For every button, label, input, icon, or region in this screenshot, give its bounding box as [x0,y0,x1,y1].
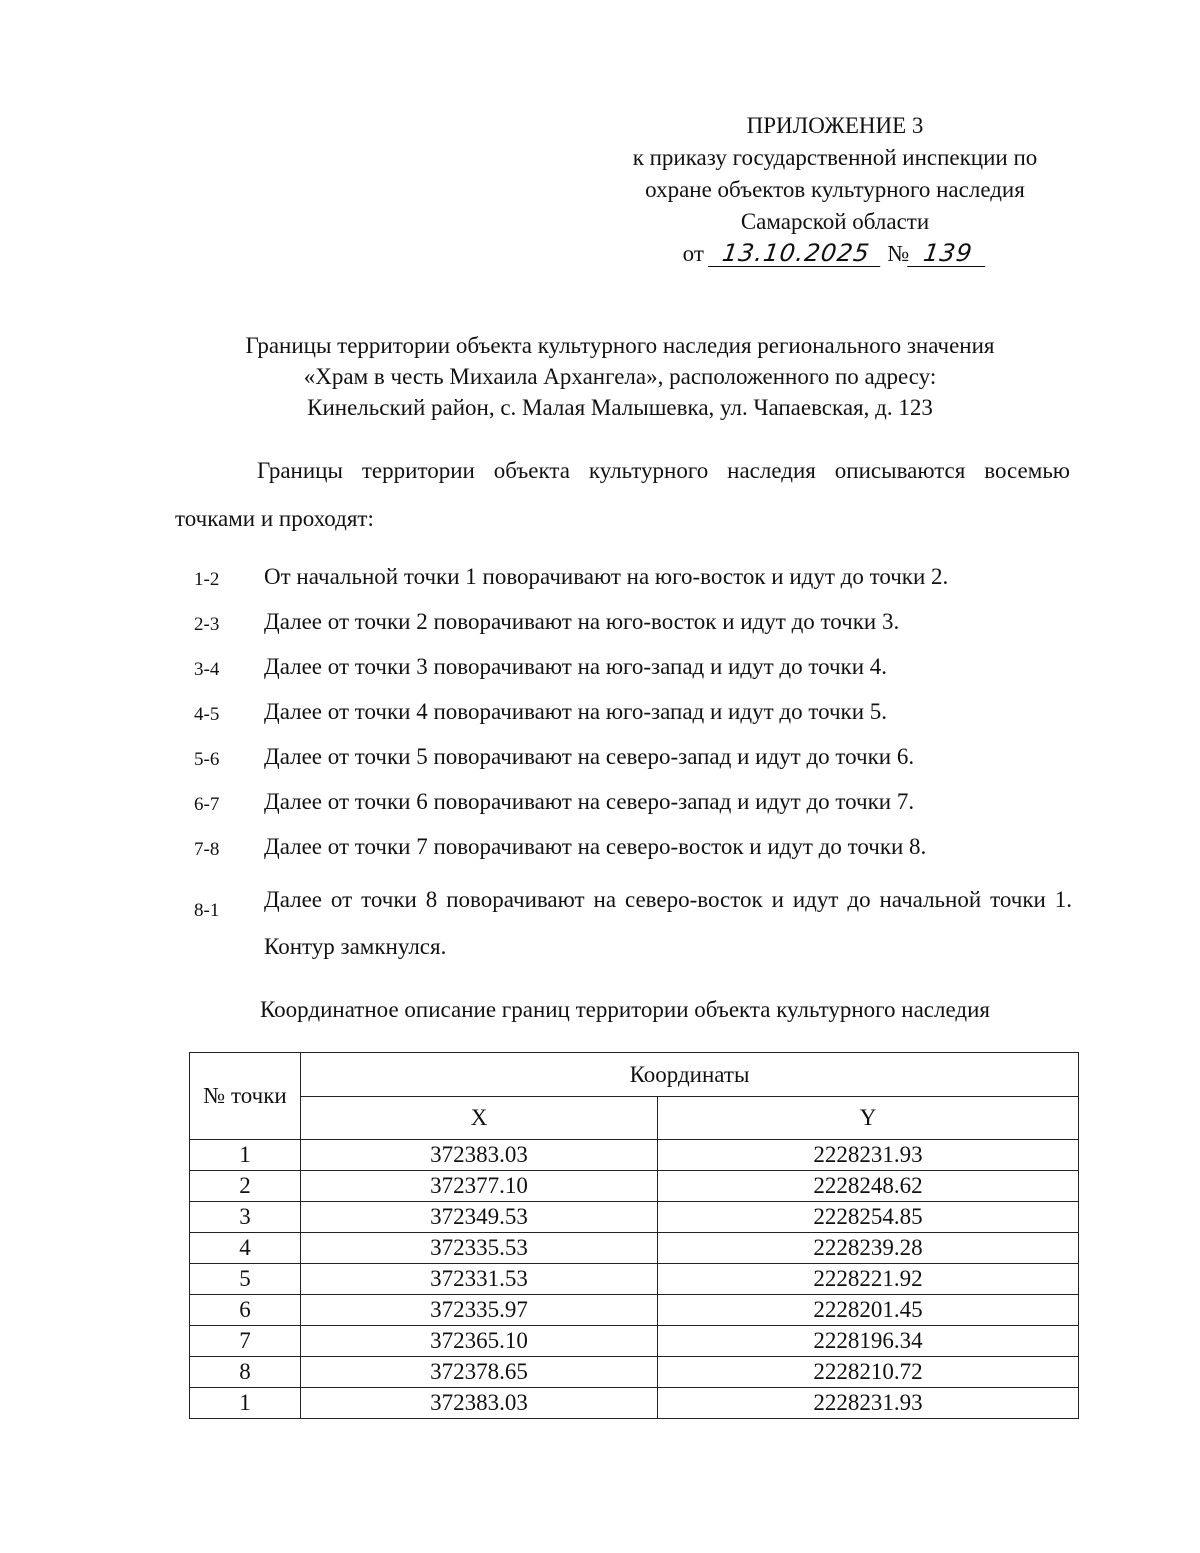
route-item [194,786,1074,831]
cell-y: 2228239.28 [658,1233,1079,1264]
cell-point: 7 [190,1326,301,1357]
cell-point: 8 [190,1357,301,1388]
cell-x: 372331.53 [301,1264,658,1295]
cell-x: 372335.53 [301,1233,658,1264]
route-code: 8-1 [194,900,220,921]
route-item [194,606,1074,651]
route-code: 4-5 [194,704,220,725]
route-code: 3-4 [194,659,220,680]
header-y: Y [658,1097,1079,1140]
cell-point: 1 [190,1140,301,1171]
appendix-line-3: Самарской области [740,209,930,234]
route-list [194,561,1074,972]
appendix-line-1: к приказу государственной инспекции по [632,145,1038,170]
appendix-title: ПРИЛОЖЕНИЕ 3 [746,113,924,138]
coordinates-table [189,1052,1079,1419]
route-item [194,561,1074,606]
route-text: Далее от точки 8 поворачивают на северо-восток и идут до начальной точки 1. Контур замкнулся. [264,887,1072,959]
cell-point: 1 [190,1388,301,1419]
cell-x: 372383.03 [301,1140,658,1171]
cell-y: 2228254.85 [658,1202,1079,1233]
cell-point: 2 [190,1171,301,1202]
route-code: 2-3 [194,614,220,635]
cell-x: 372335.97 [301,1295,658,1326]
cell-y: 2228221.92 [658,1264,1079,1295]
table-row [190,1295,1079,1326]
route-code: 6-7 [194,794,220,815]
cell-x: 372383.03 [301,1388,658,1419]
table-row [190,1357,1079,1388]
cell-y: 2228248.62 [658,1171,1079,1202]
table-row [190,1202,1079,1233]
title-line-3: Кинельский район, с. Малая Малышевка, ул. Чапаевская, д. 123 [307,395,933,420]
appendix-header [600,110,1070,270]
route-text: Далее от точки 2 поворачивают на юго-восток и идут до точки 3. [264,609,900,634]
appendix-line-2: охране объектов культурного наследия [645,177,1025,202]
cell-y: 2228231.93 [658,1388,1079,1419]
route-code: 7-8 [194,839,220,860]
cell-x: 372349.53 [301,1202,658,1233]
table-row [190,1233,1079,1264]
route-text: Далее от точки 6 поворачивают на северо-запад и идут до точки 7. [264,789,915,814]
cell-point: 3 [190,1202,301,1233]
handwritten-date: 13.10.2025 [708,240,884,267]
title-line-2: «Храм в честь Михаила Архангела», расположенного по адресу: [303,364,937,389]
route-text: Далее от точки 4 поворачивают на юго-запад и идут до точки 5. [264,699,888,724]
table-row [190,1326,1079,1357]
route-code: 1-2 [194,569,220,590]
number-prefix: № [887,241,910,266]
cell-x: 372377.10 [301,1171,658,1202]
table-row [190,1264,1079,1295]
handwritten-number: 139 [907,240,989,267]
cell-y: 2228231.93 [658,1140,1079,1171]
table-caption: Координатное описание границ территории объекта культурного наследия [259,997,990,1022]
route-item [194,831,1074,876]
header-x: X [301,1097,658,1140]
intro-paragraph: Границы территории объекта культурного наследия описываются восемью точками и проходят: [175,458,1070,531]
cell-y: 2228210.72 [658,1357,1079,1388]
order-date-line [600,238,1070,270]
route-item [194,651,1074,696]
cell-y: 2228196.34 [658,1326,1079,1357]
route-item [194,876,1074,972]
cell-point: 5 [190,1264,301,1295]
route-text: Далее от точки 5 поворачивают на северо-запад и идут до точки 6. [264,744,915,769]
cell-point: 4 [190,1233,301,1264]
cell-point: 6 [190,1295,301,1326]
route-text: Далее от точки 3 поворачивают на юго-запад и идут до точки 4. [264,654,888,679]
title-line-1: Границы территории объекта культурного наследия регионального значения [245,333,995,358]
route-item [194,741,1074,786]
cell-y: 2228201.45 [658,1295,1079,1326]
table-row [190,1171,1079,1202]
document-title [120,330,1120,423]
table-row [190,1140,1079,1171]
date-prefix: от [682,241,704,266]
route-code: 5-6 [194,749,220,770]
route-item [194,696,1074,741]
cell-x: 372378.65 [301,1357,658,1388]
header-point-number: № точки [190,1053,301,1140]
cell-x: 372365.10 [301,1326,658,1357]
table-row [190,1388,1079,1419]
route-text: Далее от точки 7 поворачивают на северо-восток и идут до точки 8. [264,834,927,859]
header-coordinates: Координаты [301,1053,1079,1097]
route-text: От начальной точки 1 поворачивают на юго-восток и идут до точки 2. [264,564,949,589]
